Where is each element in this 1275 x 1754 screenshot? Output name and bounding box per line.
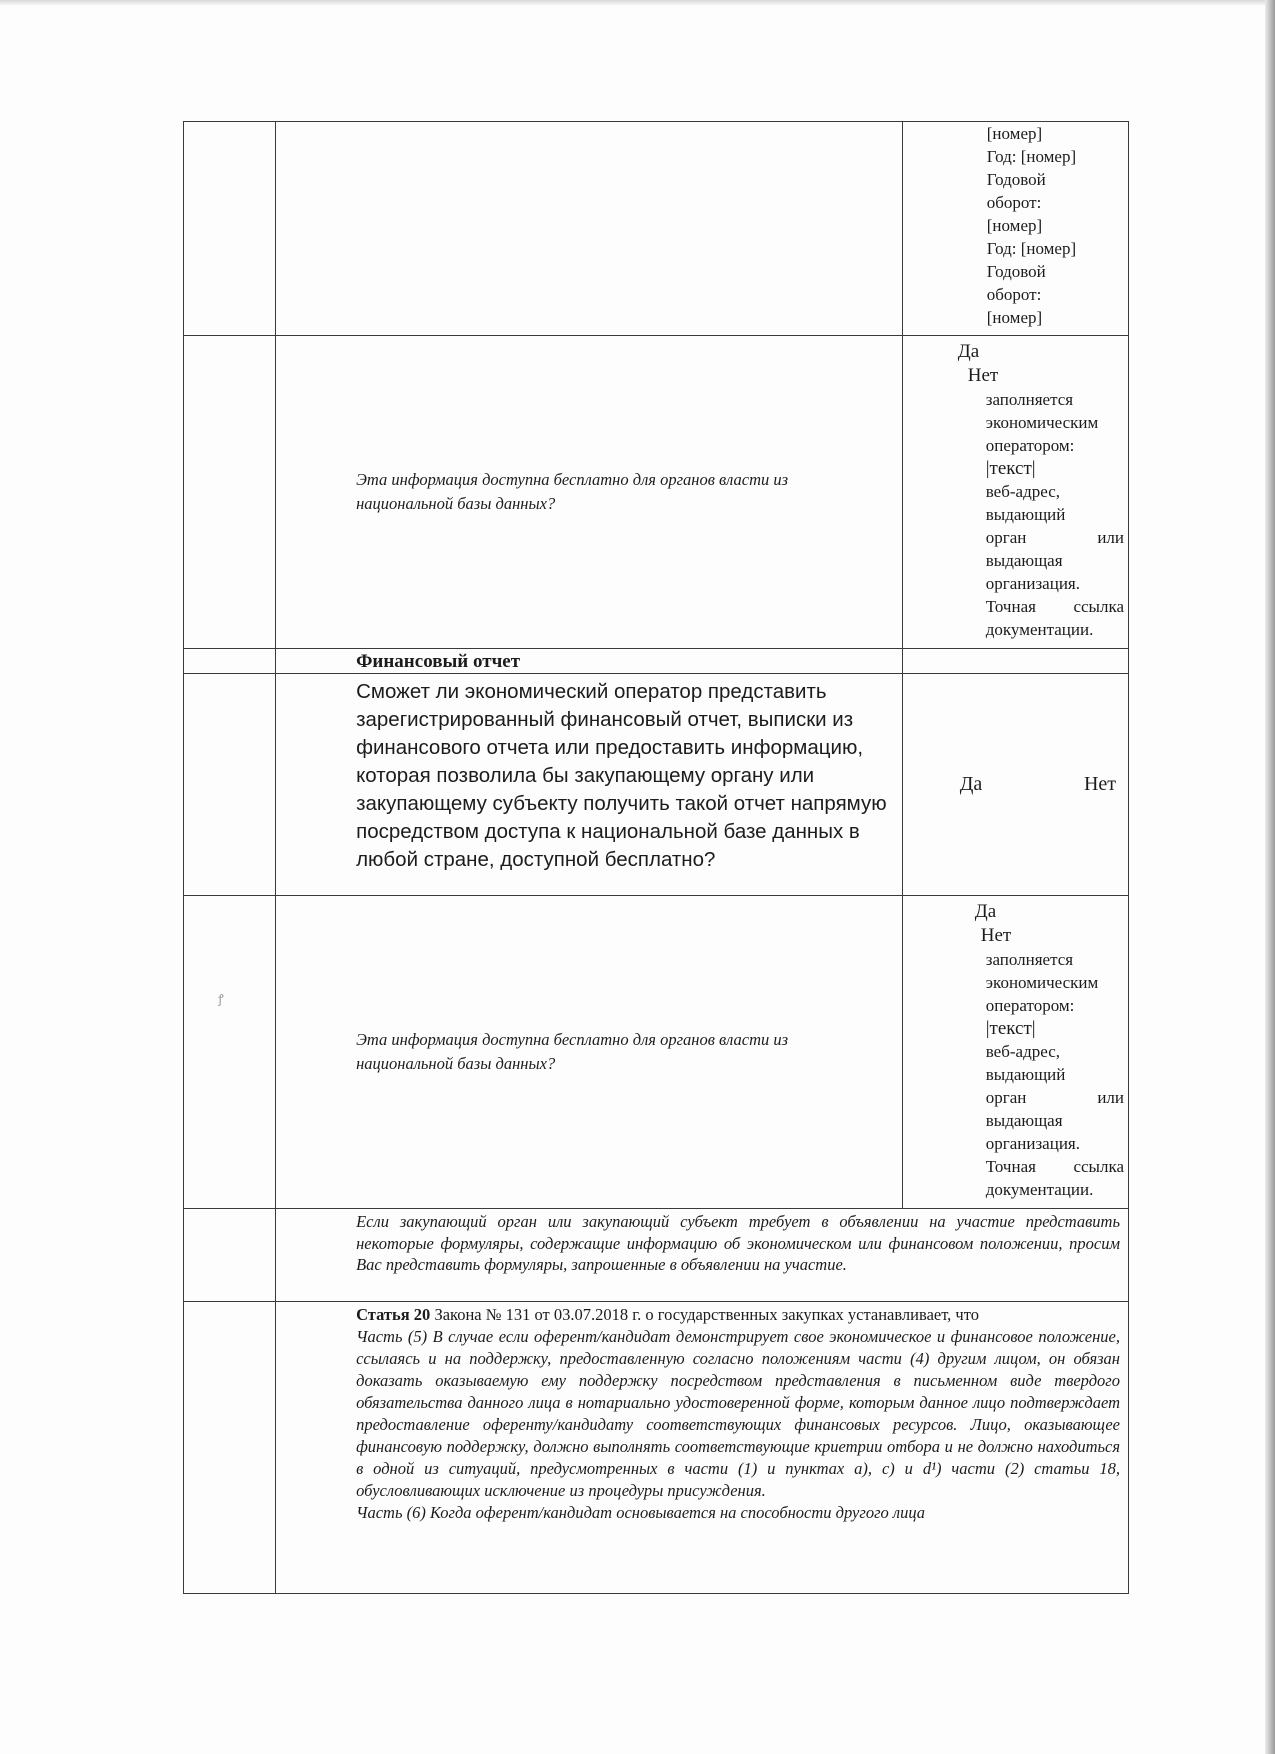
statute-cell <box>276 1302 1129 1594</box>
statute-text <box>276 1302 1128 1524</box>
turnover-line: Годовой <box>986 262 1046 281</box>
turnover-line: Год: [номер] <box>986 147 1077 166</box>
financial-report-row <box>184 674 1129 896</box>
no-option[interactable]: Нет <box>1083 773 1116 795</box>
statute-row <box>184 1302 1129 1594</box>
filled-by-line: заполняется <box>985 390 1074 409</box>
no-option[interactable]: Нет <box>980 925 1012 946</box>
filled-by-line: экономическим <box>985 413 1099 432</box>
database-row <box>184 336 1129 649</box>
article-title: Статья 20 <box>356 1305 431 1324</box>
article-intro <box>356 1304 1120 1326</box>
part-5: Часть (5) В случае если оферент/кандидат демонстрирует свое экономическое и финансовое положение, ссылаясь и на поддержку, предоставленную согласно положениям части (4) другим лицом, он обязан доказать оказываемую ему поддержку посредством представления в письменном виде твердого обязательства данного лица в нотариально удостоверенной форме, которым данное лицо подтверждает предоставление оференту/кандидату соответствующих финансовых ресурсов. Лицо, оказывающее финансовую поддержку, должно выполнять соответствующие криетрии отбора и не должно находиться в одной из ситуаций, предусмотренных в части (1) и пунктах а), с) и d¹) части (2) статьи 18, обусловливающих исключение из процедуры присуждения. <box>356 1327 1120 1500</box>
row-number-cell <box>184 1209 276 1302</box>
answer-cell <box>902 649 1128 674</box>
reference-word: ссылка <box>1073 597 1124 616</box>
database-answer <box>903 336 1128 641</box>
note-cell <box>276 1209 1129 1302</box>
turnover-line: [номер] <box>986 124 1043 143</box>
issuer-line: выдающая <box>985 551 1063 570</box>
filled-by-line: оператором: <box>985 436 1075 455</box>
exact-line <box>986 595 1124 618</box>
text-placeholder[interactable]: |текст| <box>985 458 1036 479</box>
web-line: веб-адрес, <box>985 1042 1060 1061</box>
filled-by-line: заполняется <box>985 950 1074 969</box>
criteria-table <box>183 121 1129 1594</box>
criterion-cell <box>276 896 903 1209</box>
answer-cell <box>902 122 1128 336</box>
web-line: веб-адрес, <box>985 482 1060 501</box>
turnover-line: оборот: <box>986 285 1042 304</box>
turnover-line: [номер] <box>986 308 1043 327</box>
criterion-cell <box>276 674 903 896</box>
row-number-cell <box>184 1302 276 1594</box>
turnover-row <box>184 122 1129 336</box>
exact-word: Точная <box>985 1157 1036 1176</box>
financial-report-question: Сможет ли экономический оператор представить зарегистрированный финансовый отчет, выписки из финансового отчета или предоставить информацию, которая позволила бы закупающему органу или закупающему субъекту получить такой отчет напрямую посредством доступа к национальной базе данных в любой стране, доступной бесплатно? <box>356 680 887 871</box>
database-question: Эта информация доступна бесплатно для органов власти из национальной базы данных? <box>356 470 789 513</box>
web-line: выдающий <box>985 1065 1066 1084</box>
database-question: Эта информация доступна бесплатно для органов власти из национальной базы данных? <box>356 1030 789 1073</box>
web-line: выдающий <box>985 505 1066 524</box>
answer-cell <box>902 336 1128 649</box>
turnover-line: [номер] <box>986 216 1043 235</box>
turnover-line: оборот: <box>986 193 1042 212</box>
page-top-shadow <box>0 0 1275 6</box>
turnover-line: Год: [номер] <box>986 239 1077 258</box>
database-answer <box>903 896 1128 1201</box>
filled-by-line: экономическим <box>985 973 1099 992</box>
scan-mark: ꝭ <box>218 992 224 1006</box>
docs-line: документации. <box>985 1180 1094 1199</box>
yes-option[interactable]: Да <box>974 901 997 922</box>
issuer-line: выдающая <box>985 1111 1063 1130</box>
docs-line: документации. <box>985 620 1094 639</box>
section-heading-row <box>184 649 1129 674</box>
or-word: или <box>1097 528 1124 547</box>
issuer-line: организация. <box>985 574 1080 593</box>
filled-by-text <box>986 388 1124 641</box>
section-heading: Финансовый отчет <box>356 651 521 672</box>
row-number-cell <box>184 674 276 896</box>
issuer-line: организация. <box>985 1134 1080 1153</box>
row-number-cell <box>184 896 276 1209</box>
criterion-cell <box>276 122 903 336</box>
forms-note: Если закупающий орган или закупающий субъект требует в объявлении на участие представить некоторые формуляры, содержащие информацию об экономическом или финансовом положении, просим Вас представить формуляры, запрошенные в объявлении на участие. <box>356 1212 1120 1274</box>
article-law: Закона № 131 от 03.07.2018 г. о государственных закупках устанавливает, что <box>430 1305 979 1324</box>
yes-option[interactable]: Да <box>959 773 983 795</box>
yes-option[interactable]: Да <box>957 341 980 362</box>
database-row <box>184 896 1129 1209</box>
turnover-values <box>903 122 1128 329</box>
turnover-line: Годовой <box>986 170 1046 189</box>
text-placeholder[interactable]: |текст| <box>985 1018 1036 1039</box>
yes-no-choice <box>903 773 1128 796</box>
row-number-cell <box>184 649 276 674</box>
forms-note-row <box>184 1209 1129 1302</box>
no-option[interactable]: Нет <box>967 365 999 386</box>
organ-word: орган <box>985 528 1027 547</box>
answer-cell <box>902 674 1128 896</box>
organ-line <box>986 526 1124 549</box>
criterion-cell <box>276 336 903 649</box>
row-number-cell <box>184 122 276 336</box>
row-number-cell <box>184 336 276 649</box>
filled-by-line: оператором: <box>985 996 1075 1015</box>
organ-line <box>986 1086 1124 1109</box>
answer-cell <box>902 896 1128 1209</box>
or-word: или <box>1097 1088 1124 1107</box>
exact-line <box>986 1155 1124 1178</box>
filled-by-text <box>986 948 1124 1201</box>
part-6: Часть (6) Когда оферент/кандидат основывается на способности другого лица <box>356 1503 926 1522</box>
heading-cell <box>276 649 903 674</box>
organ-word: орган <box>985 1088 1027 1107</box>
reference-word: ссылка <box>1073 1157 1124 1176</box>
exact-word: Точная <box>985 597 1036 616</box>
page-edge-shadow <box>1265 0 1275 1754</box>
